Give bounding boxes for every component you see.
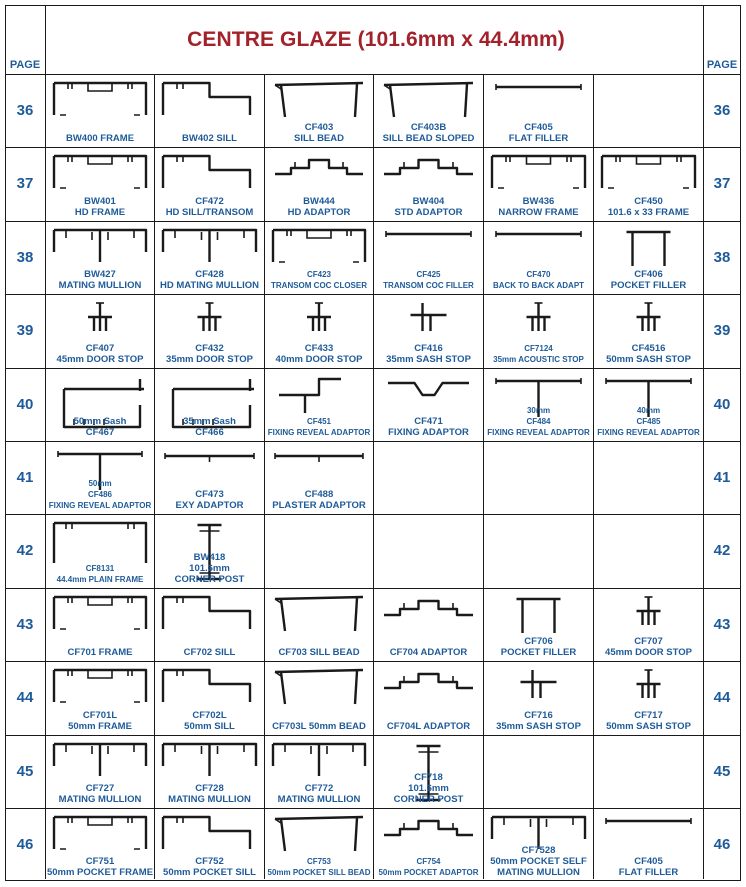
profile-cell: [594, 515, 703, 588]
profile-label: MATING MULLION: [277, 794, 361, 805]
profile-label: 35mm Sash: [183, 416, 236, 427]
page-number-left: 43: [16, 615, 34, 633]
profile-label: MATING MULLION: [497, 867, 580, 878]
profile-cell: [594, 222, 703, 294]
page-number-right: 42: [713, 542, 731, 559]
profile-cell: [155, 369, 264, 441]
profile-cell: [265, 589, 373, 661]
profile-cell: [374, 295, 483, 368]
profile-cell: [155, 736, 264, 808]
profile-label: 40mm: [636, 406, 661, 415]
page-number-left: 36: [16, 101, 34, 119]
profile-label: 50mm Sash: [73, 416, 127, 427]
profile-label: CF423: [306, 270, 331, 279]
profile-cell: [265, 515, 373, 588]
profile-cell: [155, 295, 264, 368]
profile-label: 50mm POCKET SILL: [163, 867, 256, 878]
profile-cell: [155, 662, 264, 735]
page-number-right: 38: [713, 248, 731, 266]
profile-label: 50mm POCKET FRAME: [46, 867, 154, 878]
page-number-right: 40: [713, 395, 731, 413]
page-column-header-right: PAGE: [706, 59, 738, 71]
profile-label: 50mm: [88, 479, 112, 488]
profile-label: FIXING ADAPTOR: [388, 427, 469, 438]
page-number-left: 41: [16, 468, 34, 486]
profile-label: CF703 SILL BEAD: [278, 647, 360, 658]
profile-cell: [374, 515, 483, 588]
page-number-right: 41: [713, 468, 731, 486]
profile-label: CF7124: [524, 344, 553, 353]
profile-label: BW418: [193, 552, 226, 563]
profile-cell: [265, 442, 373, 514]
profile-cell: [46, 662, 154, 735]
profile-cell: [265, 222, 373, 294]
profile-label: TRANSOM COC FILLER: [383, 281, 474, 290]
profile-cell: [46, 515, 154, 588]
page-number-left: 37: [16, 175, 34, 192]
profile-label: CF471: [414, 416, 443, 427]
profile-label: TRANSOM COC CLOSER: [271, 281, 367, 290]
page-number-left: 45: [16, 762, 34, 780]
profile-label: STD ADAPTOR: [394, 207, 463, 218]
profile-cell: [46, 589, 154, 661]
profile-cell: [484, 148, 593, 221]
profile-label: 35mm ACOUSTIC STOP: [493, 355, 584, 364]
profile-label: CF8131: [85, 564, 115, 573]
profile-label: NARROW FRAME: [498, 207, 579, 218]
profile-label: CF407: [85, 343, 115, 354]
profile-label: FLAT FILLER: [508, 133, 569, 144]
profile-cell: [484, 295, 593, 368]
profile-cell: [265, 662, 373, 735]
profile-label: CF727: [85, 783, 115, 794]
page-number-right: 39: [713, 322, 731, 339]
profile-label: FIXING REVEAL ADAPTOR: [48, 501, 152, 510]
page-number-right: 36: [713, 101, 731, 119]
profile-label: CF751: [85, 856, 115, 867]
profile-label: 44.4mm PLAIN FRAME: [56, 575, 144, 584]
profile-cell: [46, 369, 154, 441]
profile-label: CF484: [526, 417, 551, 426]
page-number-left: 42: [16, 542, 34, 559]
profile-label: 35mm SASH STOP: [496, 721, 581, 732]
profile-label: POCKET FILLER: [500, 647, 577, 658]
profile-label: CF406: [634, 269, 663, 280]
profile-cell: [155, 148, 264, 221]
profile-label: CF728: [195, 783, 224, 794]
profile-label: 50mm SILL: [184, 721, 235, 732]
profile-label: CF702 SILL: [183, 647, 236, 658]
page-title: CENTRE GLAZE (101.6mm x 44.4mm): [187, 28, 565, 51]
profile-cell: [155, 515, 264, 588]
profile-label: CF428: [195, 269, 224, 280]
profile-label: CF451: [306, 417, 331, 426]
page-number-right: 37: [713, 175, 731, 192]
profile-label: CF473: [195, 489, 224, 500]
profile-cell: [484, 736, 593, 808]
profile-cell: [484, 515, 593, 588]
profile-label: PLASTER ADAPTOR: [272, 500, 366, 511]
profile-label: CF467: [85, 427, 115, 438]
profile-cell: [374, 369, 483, 441]
profile-label: BW402 SILL: [182, 133, 237, 144]
profile-label: CF472: [195, 196, 224, 207]
profile-label: CF752: [195, 856, 224, 867]
page-number-left: 44: [16, 689, 34, 706]
profile-label: BW401: [84, 196, 116, 207]
profile-label: BW400 FRAME: [65, 133, 135, 144]
profile-label: CF405: [524, 122, 553, 133]
profile-cell: [484, 369, 593, 441]
profile-cell: [594, 736, 703, 808]
profile-label: FIXING REVEAL ADAPTOR: [487, 428, 590, 437]
profile-label: SILL BEAD SLOPED: [382, 133, 475, 144]
profile-cell: [265, 369, 373, 441]
page-number-right: 45: [713, 762, 731, 780]
profile-label: CF488: [304, 489, 334, 500]
profile-cell: [594, 442, 703, 514]
profile-label: 45mm DOOR STOP: [56, 354, 144, 365]
profile-label: 101.6mm: [408, 783, 449, 794]
profile-label: CF772: [304, 783, 334, 794]
profile-label: CF718: [414, 772, 443, 783]
profile-cell: [594, 295, 703, 368]
catalogue-sheet: [5, 5, 741, 881]
profile-cell: [374, 442, 483, 514]
profile-label: HD SILL/TRANSOM: [165, 207, 254, 218]
profile-cell: [484, 442, 593, 514]
profile-cell: [594, 369, 703, 441]
profile-cell: [46, 809, 154, 881]
grid-divider-page: [703, 6, 704, 879]
profile-label: 50mm FRAME: [68, 721, 132, 732]
profile-label: CF470: [526, 270, 551, 279]
profile-label: 50mm POCKET ADAPTOR: [378, 868, 479, 877]
profile-label: 35mm DOOR STOP: [166, 354, 253, 365]
page-column-header-left: PAGE: [9, 59, 41, 71]
profile-label: HD ADAPTOR: [287, 207, 351, 218]
page-number-left: 39: [16, 322, 34, 339]
profile-cell: [484, 222, 593, 294]
profile-label: CF405: [634, 856, 663, 867]
profile-label: MATING MULLION: [58, 280, 142, 291]
profile-label: CF485: [636, 417, 661, 426]
profile-label: BW444: [303, 196, 335, 207]
profile-label: CF701L: [82, 710, 118, 721]
profile-cell: [374, 589, 483, 661]
page-number-left: 46: [16, 835, 34, 853]
profile-label: CF716: [524, 710, 553, 721]
profile-label: CF416: [414, 343, 443, 354]
profile-label: BACK TO BACK ADAPT: [492, 281, 585, 290]
profile-label: EXY ADAPTOR: [175, 500, 244, 511]
profile-label: 30mm: [526, 406, 551, 415]
profile-cell: [374, 75, 483, 147]
profile-cell: [484, 662, 593, 735]
profile-cell: [594, 589, 703, 661]
profile-label: CF701 FRAME: [67, 647, 133, 658]
profile-label: CF450: [634, 196, 663, 207]
profile-label: POCKET FILLER: [610, 280, 687, 291]
profile-label: 45mm DOOR STOP: [605, 647, 692, 658]
profile-label: BW404: [412, 196, 445, 207]
profile-label: CF486: [87, 490, 112, 499]
profile-label: CF753: [306, 857, 331, 866]
profile-label: 40mm DOOR STOP: [275, 354, 363, 365]
profile-label: 50mm POCKET SILL BEAD: [267, 868, 371, 877]
page-number-right: 46: [713, 835, 731, 853]
profile-cell: [46, 442, 154, 514]
profile-label: HD MATING MULLION: [159, 280, 260, 291]
profile-label: 50mm SASH STOP: [606, 721, 691, 732]
profile-cell: [594, 662, 703, 735]
profile-cell: [46, 75, 154, 147]
profile-label: BW436: [522, 196, 555, 207]
profile-label: MATING MULLION: [168, 794, 251, 805]
profile-cell: [484, 75, 593, 147]
profile-cell: [46, 148, 154, 221]
profile-cell: [155, 442, 264, 514]
profile-label: CF717: [634, 710, 663, 721]
page-number-right: 43: [713, 615, 731, 633]
profile-label: CORNER POST: [174, 574, 245, 585]
profile-label: CF703L 50mm BEAD: [272, 721, 366, 732]
profile-cell: [374, 809, 483, 881]
profile-label: FLAT FILLER: [618, 867, 679, 878]
profile-label: 50mm SASH STOP: [606, 354, 691, 365]
profile-cell: [265, 148, 373, 221]
profile-label: 35mm SASH STOP: [386, 354, 471, 365]
profile-cell: [46, 222, 154, 294]
profile-label: CF466: [195, 427, 224, 438]
page-number-left: 40: [16, 395, 34, 413]
profile-cell: [265, 736, 373, 808]
profile-label: FIXING REVEAL ADAPTOR: [597, 428, 700, 437]
profile-cell: [594, 809, 703, 881]
profile-label: CF403: [304, 122, 334, 133]
profile-cell: [374, 148, 483, 221]
profile-label: MATING MULLION: [58, 794, 142, 805]
profile-label: 50mm POCKET SELF: [490, 856, 587, 867]
profile-label: CF425: [416, 270, 441, 279]
profile-cell: [484, 589, 593, 661]
profile-cell: [374, 736, 483, 808]
page-number-right: 44: [713, 689, 731, 706]
profile-cell: [265, 809, 373, 881]
profile-label: CF704 ADAPTOR: [389, 647, 468, 658]
profile-cell: [155, 589, 264, 661]
profile-cell: [265, 75, 373, 147]
profile-cell: [46, 295, 154, 368]
profile-label: 101.6 x 33 FRAME: [607, 207, 690, 218]
profile-label: HD FRAME: [74, 207, 126, 218]
profile-cell: [155, 809, 264, 881]
page-number-left: 38: [16, 248, 34, 266]
profile-label: CF403B: [410, 122, 447, 133]
profile-label: CF707: [634, 636, 663, 647]
profile-label: CF706: [524, 636, 553, 647]
profile-cell: [155, 222, 264, 294]
profile-label: CF702L: [192, 710, 227, 721]
profile-label: BW427: [84, 269, 116, 280]
profile-cell: [594, 75, 703, 147]
profile-cell: [374, 662, 483, 735]
profile-label: 101.6mm: [189, 563, 230, 574]
profile-cell: [265, 295, 373, 368]
profile-cell: [374, 222, 483, 294]
profile-label: CF704L ADAPTOR: [386, 721, 471, 732]
profile-label: CF754: [416, 857, 441, 866]
profile-label: CF432: [195, 343, 224, 354]
profile-label: CORNER POST: [393, 794, 464, 805]
profile-label: SILL BEAD: [294, 133, 344, 144]
profile-cell: [484, 809, 593, 881]
profile-label: CF7528: [521, 845, 556, 856]
profile-cell: [46, 736, 154, 808]
profile-label: FIXING REVEAL ADAPTOR: [267, 428, 371, 437]
profile-label: CF433: [304, 343, 334, 354]
profile-cell: [594, 148, 703, 221]
profile-label: CF4516: [631, 343, 666, 354]
profile-cell: [155, 75, 264, 147]
